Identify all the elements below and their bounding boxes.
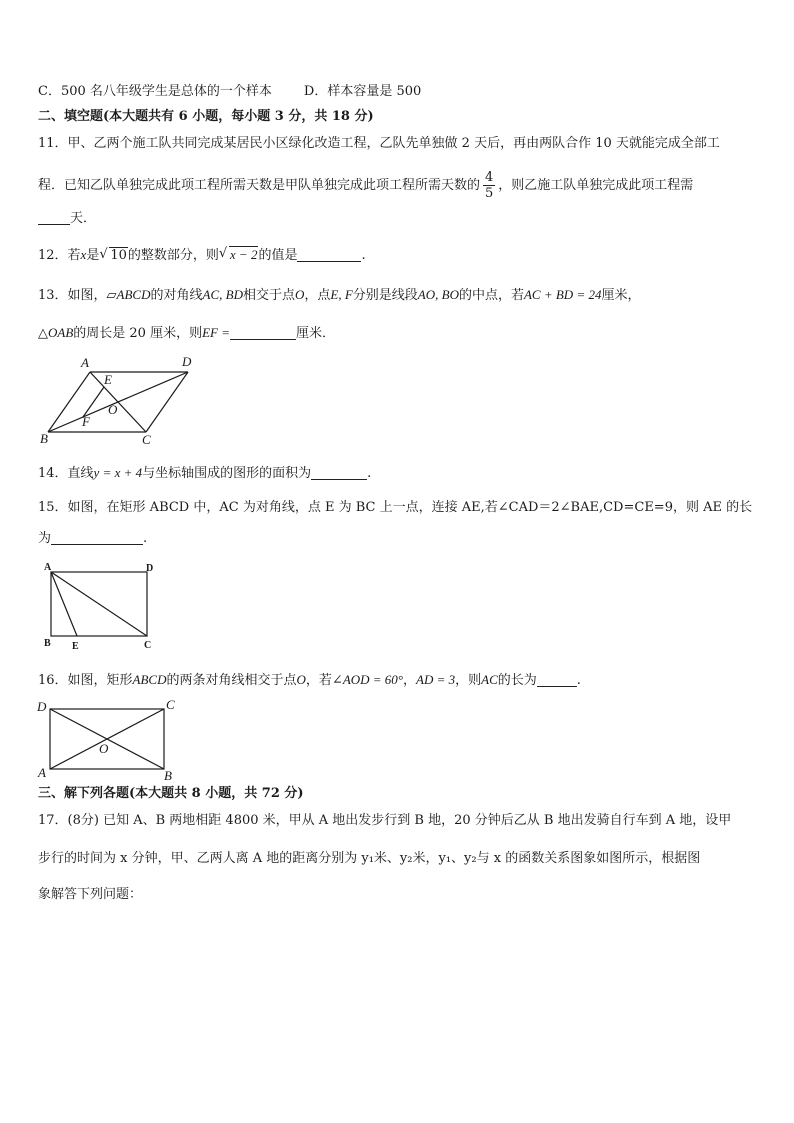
q10-options <box>38 83 421 101</box>
label-a: A <box>38 765 46 780</box>
answer-blank[interactable] <box>311 465 367 480</box>
option-c: C．500 名八年级学生是总体的一个样本 <box>38 84 272 99</box>
label-f: F <box>82 414 90 429</box>
q17-line2: 步行的时间为 x 分钟，甲、乙两人离 A 地的距离分别为 y₁米、y₂米，y₁、y₂与 x 的函数关系图象如图所示，根据图 <box>38 851 701 866</box>
sqrt-10: √ 10 <box>99 247 128 265</box>
label-b: B <box>40 431 48 446</box>
label-e: E <box>104 372 112 387</box>
segment-ae <box>51 572 77 636</box>
q16-rectangle-figure <box>34 697 180 783</box>
label-b: B <box>164 768 172 783</box>
q17-line3: 象解答下列问题： <box>38 887 143 902</box>
label-e: E <box>72 641 79 652</box>
q13-line1: 13．如图，▱ABCD的对角线AC, BD相交于点O，点E, F分别是线段AO, BO的中点，若AC + BD = 24厘米， <box>38 287 641 303</box>
answer-blank[interactable] <box>297 247 361 262</box>
label-c: C <box>144 640 152 651</box>
option-d: D．样本容量是 500 <box>303 84 422 99</box>
label-c: C <box>142 432 151 446</box>
q13-parallelogram-figure <box>36 352 196 446</box>
sqrt-x-minus-2: √ x − 2 <box>219 246 259 265</box>
label-o: O <box>99 741 109 756</box>
label-c: C <box>166 697 175 712</box>
answer-blank[interactable] <box>51 530 143 545</box>
label-a: A <box>44 562 52 573</box>
section2-header: 二、填空题(本大题共有 6 小题，每小题 3 分，共 18 分) <box>38 109 374 124</box>
q11-line2: 程．已知乙队单独完成此项工程所需天数是甲队单独完成此项工程所需天数的 $\frac{4}{5}$ ，则乙施工队单独完成此项工程需 <box>38 170 694 201</box>
label-b: B <box>44 638 51 649</box>
answer-blank[interactable] <box>38 210 70 225</box>
section3-header: 三、解下列各题(本大题共 8 小题，共 72 分) <box>38 786 304 801</box>
label-d: D <box>182 354 192 369</box>
q13-line2: △OAB的周长是 20 厘米，则EF = 厘米． <box>38 325 336 341</box>
q12: 12．若x是√ 10的整数部分，则√ x − 2的值是 . <box>38 246 366 265</box>
q17-line1: 17．(8分) 已知 A、B 两地相距 4800 米，甲从 A 地出发步行到 B 地，20 分钟后乙从 B 地出发骑自行车到 A 地，设甲 <box>38 813 732 828</box>
q14: 14．直线y = x + 4与坐标轴围成的图形的面积为 . <box>38 465 372 481</box>
label-d: D <box>146 563 154 574</box>
label-d: D <box>37 699 47 714</box>
label-a: A <box>81 355 89 370</box>
label-o: O <box>108 402 118 417</box>
q16: 16．如图，矩形ABCD的两条对角线相交于点O，若∠AOD = 60°，AD = 3，则AC的长为 . <box>38 672 581 688</box>
q15-line1: 15．如图，在矩形 ABCD 中，AC 为对角线，点 E 为 BC 上一点，连接 AE,若∠CAD＝2∠BAE,CD=CE=9，则 AE 的长 <box>38 500 753 515</box>
answer-blank[interactable] <box>537 672 577 687</box>
diagonal-ac <box>51 572 147 636</box>
q11-line1: 11．甲、乙两个施工队共同完成某居民小区绿化改造工程，乙队先单独做 2 天后，再由两队合作 10 天就能完成全部工 <box>38 136 720 151</box>
q15-line2: 为 . <box>38 531 148 546</box>
fraction-4-5: $\frac{4}{5}$ <box>485 170 494 201</box>
q15-rectangle-figure <box>38 560 160 652</box>
q11-line3: 天． <box>38 210 96 228</box>
answer-blank[interactable] <box>230 325 296 340</box>
